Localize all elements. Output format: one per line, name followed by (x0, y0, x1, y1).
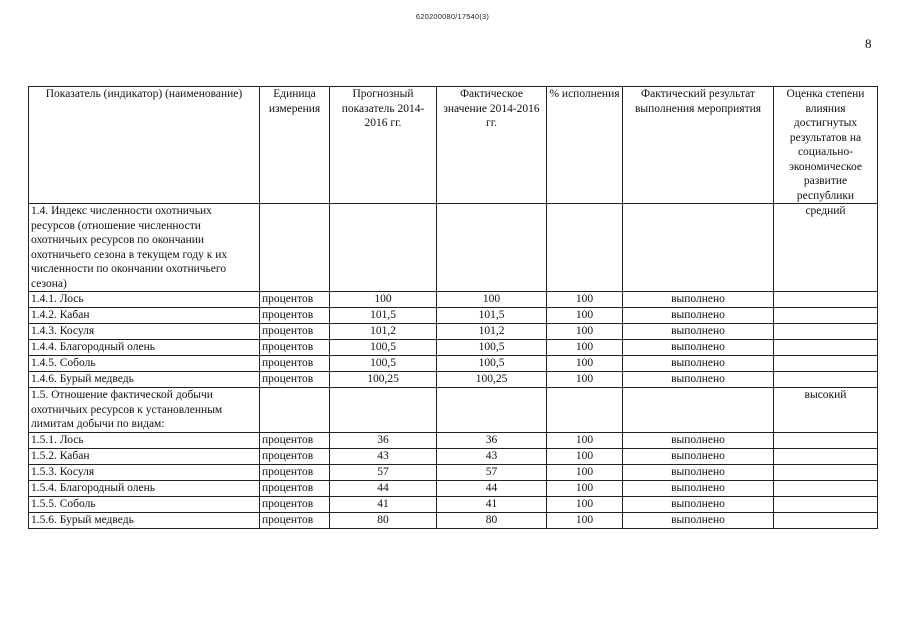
cell-result: выполнено (623, 496, 774, 512)
cell-actual: 80 (437, 512, 547, 528)
cell-actual: 100,5 (437, 340, 547, 356)
section-percent (547, 204, 623, 292)
cell-forecast: 101,2 (330, 324, 437, 340)
cell-actual: 44 (437, 480, 547, 496)
cell-assessment (774, 480, 878, 496)
cell-forecast: 57 (330, 464, 437, 480)
cell-assessment (774, 340, 878, 356)
document-number: 620200080/17540(3) (415, 12, 490, 21)
cell-percent: 100 (547, 496, 623, 512)
cell-assessment (774, 448, 878, 464)
cell-percent: 100 (547, 292, 623, 308)
cell-unit: процентов (260, 340, 330, 356)
cell-assessment (774, 324, 878, 340)
table-row (29, 464, 878, 480)
cell-percent: 100 (547, 512, 623, 528)
cell-actual: 101,5 (437, 308, 547, 324)
section-unit (260, 204, 330, 292)
cell-name: 1.4.6. Бурый медведь (29, 372, 260, 388)
header-percent: % исполнения (547, 87, 623, 204)
cell-percent: 100 (547, 308, 623, 324)
table-row (29, 324, 878, 340)
cell-percent: 100 (547, 448, 623, 464)
cell-name: 1.5.2. Кабан (29, 448, 260, 464)
cell-actual: 57 (437, 464, 547, 480)
cell-unit: процентов (260, 496, 330, 512)
cell-assessment (774, 356, 878, 372)
section-assessment: средний (774, 204, 878, 292)
cell-result: выполнено (623, 432, 774, 448)
cell-forecast: 41 (330, 496, 437, 512)
section-forecast (330, 204, 437, 292)
cell-result: выполнено (623, 308, 774, 324)
cell-assessment (774, 496, 878, 512)
cell-result: выполнено (623, 324, 774, 340)
table-row (29, 496, 878, 512)
cell-result: выполнено (623, 356, 774, 372)
cell-name: 1.5.1. Лось (29, 432, 260, 448)
cell-unit: процентов (260, 432, 330, 448)
cell-name: 1.4.4. Благородный олень (29, 340, 260, 356)
cell-actual: 101,2 (437, 324, 547, 340)
section-unit (260, 388, 330, 433)
cell-assessment (774, 464, 878, 480)
cell-percent: 100 (547, 480, 623, 496)
cell-result: выполнено (623, 464, 774, 480)
cell-unit: процентов (260, 464, 330, 480)
cell-unit: процентов (260, 308, 330, 324)
cell-unit: процентов (260, 356, 330, 372)
section-result (623, 388, 774, 433)
cell-actual: 100,25 (437, 372, 547, 388)
table-row (29, 356, 878, 372)
cell-name: 1.5.5. Соболь (29, 496, 260, 512)
cell-actual: 36 (437, 432, 547, 448)
cell-percent: 100 (547, 356, 623, 372)
cell-unit: процентов (260, 292, 330, 308)
cell-forecast: 100,5 (330, 356, 437, 372)
cell-forecast: 101,5 (330, 308, 437, 324)
cell-forecast: 100 (330, 292, 437, 308)
header-actual: Фактическое значение 2014-2016 гг. (437, 87, 547, 204)
cell-forecast: 43 (330, 448, 437, 464)
cell-forecast: 100,5 (330, 340, 437, 356)
cell-unit: процентов (260, 512, 330, 528)
cell-assessment (774, 512, 878, 528)
header-indicator: Показатель (индикатор) (наименование) (29, 87, 260, 204)
cell-assessment (774, 292, 878, 308)
section-forecast (330, 388, 437, 433)
section-actual (437, 204, 547, 292)
cell-percent: 100 (547, 432, 623, 448)
cell-percent: 100 (547, 340, 623, 356)
cell-name: 1.4.5. Соболь (29, 356, 260, 372)
cell-unit: процентов (260, 480, 330, 496)
cell-result: выполнено (623, 372, 774, 388)
cell-result: выполнено (623, 340, 774, 356)
cell-name: 1.5.3. Косуля (29, 464, 260, 480)
cell-unit: процентов (260, 448, 330, 464)
table-header-row (29, 87, 878, 204)
cell-name: 1.5.4. Благородный олень (29, 480, 260, 496)
table-row (29, 372, 878, 388)
table-body (29, 204, 878, 529)
cell-unit: процентов (260, 324, 330, 340)
header-result: Фактический результат выполнения мероприятия (623, 87, 774, 204)
cell-name: 1.5.6. Бурый медведь (29, 512, 260, 528)
table-row (29, 512, 878, 528)
cell-actual: 100 (437, 292, 547, 308)
cell-actual: 43 (437, 448, 547, 464)
header-unit: Единица измерения (260, 87, 330, 204)
header-forecast: Прогнозный показатель 2014-2016 гг. (330, 87, 437, 204)
cell-assessment (774, 308, 878, 324)
page-number: 8 (865, 36, 872, 51)
cell-assessment (774, 372, 878, 388)
section-assessment: высокий (774, 388, 878, 433)
table-row (29, 432, 878, 448)
cell-forecast: 80 (330, 512, 437, 528)
table-row (29, 308, 878, 324)
cell-actual: 100,5 (437, 356, 547, 372)
cell-name: 1.4.1. Лось (29, 292, 260, 308)
cell-forecast: 100,25 (330, 372, 437, 388)
section-title: 1.4. Индекс численности охотничьих ресурсов (отношение численности охотничьих ресурсов по окончании охотничьего сезона в текущем году к их численности по окончании охотничьего сезона) (29, 204, 260, 292)
cell-actual: 41 (437, 496, 547, 512)
cell-forecast: 44 (330, 480, 437, 496)
cell-name: 1.4.3. Косуля (29, 324, 260, 340)
table-row (29, 292, 878, 308)
cell-percent: 100 (547, 324, 623, 340)
table-row (29, 340, 878, 356)
indicators-table (28, 86, 878, 529)
header-assessment: Оценка степени влияния достигнутых результатов на социально-экономическое развитие республики (774, 87, 878, 204)
table-row (29, 448, 878, 464)
cell-result: выполнено (623, 512, 774, 528)
cell-name: 1.4.2. Кабан (29, 308, 260, 324)
cell-assessment (774, 432, 878, 448)
section-percent (547, 388, 623, 433)
cell-result: выполнено (623, 292, 774, 308)
table-row (29, 480, 878, 496)
section-actual (437, 388, 547, 433)
cell-unit: процентов (260, 372, 330, 388)
cell-result: выполнено (623, 448, 774, 464)
cell-forecast: 36 (330, 432, 437, 448)
cell-result: выполнено (623, 480, 774, 496)
cell-percent: 100 (547, 372, 623, 388)
section-title: 1.5. Отношение фактической добычи охотничьих ресурсов к установленным лимитам добычи по видам: (29, 388, 260, 433)
section-result (623, 204, 774, 292)
section-row (29, 388, 878, 433)
section-row (29, 204, 878, 292)
cell-percent: 100 (547, 464, 623, 480)
